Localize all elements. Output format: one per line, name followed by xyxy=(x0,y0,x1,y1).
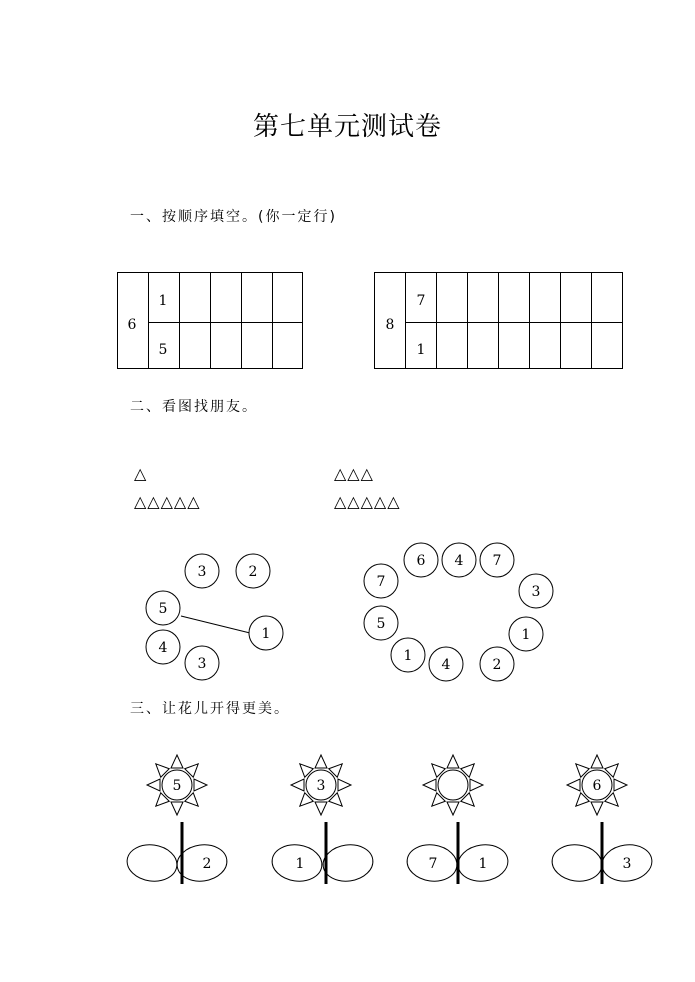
table-2-bottom-cell: 1 xyxy=(416,342,426,358)
circle-number: 6 xyxy=(416,553,426,569)
triangle-group-left-row2: △△△△△ xyxy=(134,492,201,511)
table-2-total: 8 xyxy=(385,317,395,333)
flower-2 xyxy=(270,755,376,884)
table-1-bottom-cell: 5 xyxy=(158,342,168,358)
circle-number: 2 xyxy=(492,657,502,673)
circle-number: 5 xyxy=(158,601,168,617)
triangle-group-right-row1: △△△ xyxy=(334,464,374,483)
table-1-total: 6 xyxy=(127,317,137,333)
page-title: 第七单元测试卷 xyxy=(252,112,442,142)
circle-number: 2 xyxy=(248,564,258,580)
flower-1 xyxy=(125,755,230,884)
circle-number: 3 xyxy=(197,564,207,580)
circle-number: 4 xyxy=(454,553,464,569)
circle-number: 4 xyxy=(441,657,451,673)
flower-3 xyxy=(405,755,511,884)
number-table-6 xyxy=(118,273,303,369)
section-1-heading: 一、按顺序填空。(你一定行) xyxy=(130,209,337,225)
circle-number: 4 xyxy=(158,640,168,656)
triangle-group-right-row2: △△△△△ xyxy=(334,492,401,511)
table-1-top-cell: 1 xyxy=(158,293,168,309)
circle-number: 7 xyxy=(492,553,502,569)
table-2-top-cell: 7 xyxy=(416,293,426,309)
circle-group-left xyxy=(146,554,283,680)
circle-number: 1 xyxy=(403,648,413,664)
circle-number: 3 xyxy=(531,584,541,600)
flower-3-left-leaf: 7 xyxy=(428,856,438,872)
circle-number: 1 xyxy=(521,627,531,643)
flower-1-center: 5 xyxy=(172,778,182,794)
circle-number: 5 xyxy=(376,616,386,632)
section-3-heading: 三、让花儿开得更美。 xyxy=(130,701,290,717)
triangle-group-left-row1: △ xyxy=(134,464,148,483)
flower-4 xyxy=(550,755,655,884)
connecting-line xyxy=(181,616,250,633)
circle-number: 7 xyxy=(376,574,386,590)
section-2-heading: 二、看图找朋友。 xyxy=(130,399,258,415)
number-table-8 xyxy=(375,273,623,369)
circle-number: 3 xyxy=(197,656,207,672)
flower-2-left-leaf: 1 xyxy=(295,856,305,872)
circle-number: 1 xyxy=(261,626,271,642)
flower-1-right-leaf: 2 xyxy=(202,856,212,872)
flower-2-center: 3 xyxy=(316,778,326,794)
flower-4-right-leaf: 3 xyxy=(622,856,632,872)
flower-4-center: 6 xyxy=(592,778,602,794)
flower-3-right-leaf: 1 xyxy=(478,856,488,872)
